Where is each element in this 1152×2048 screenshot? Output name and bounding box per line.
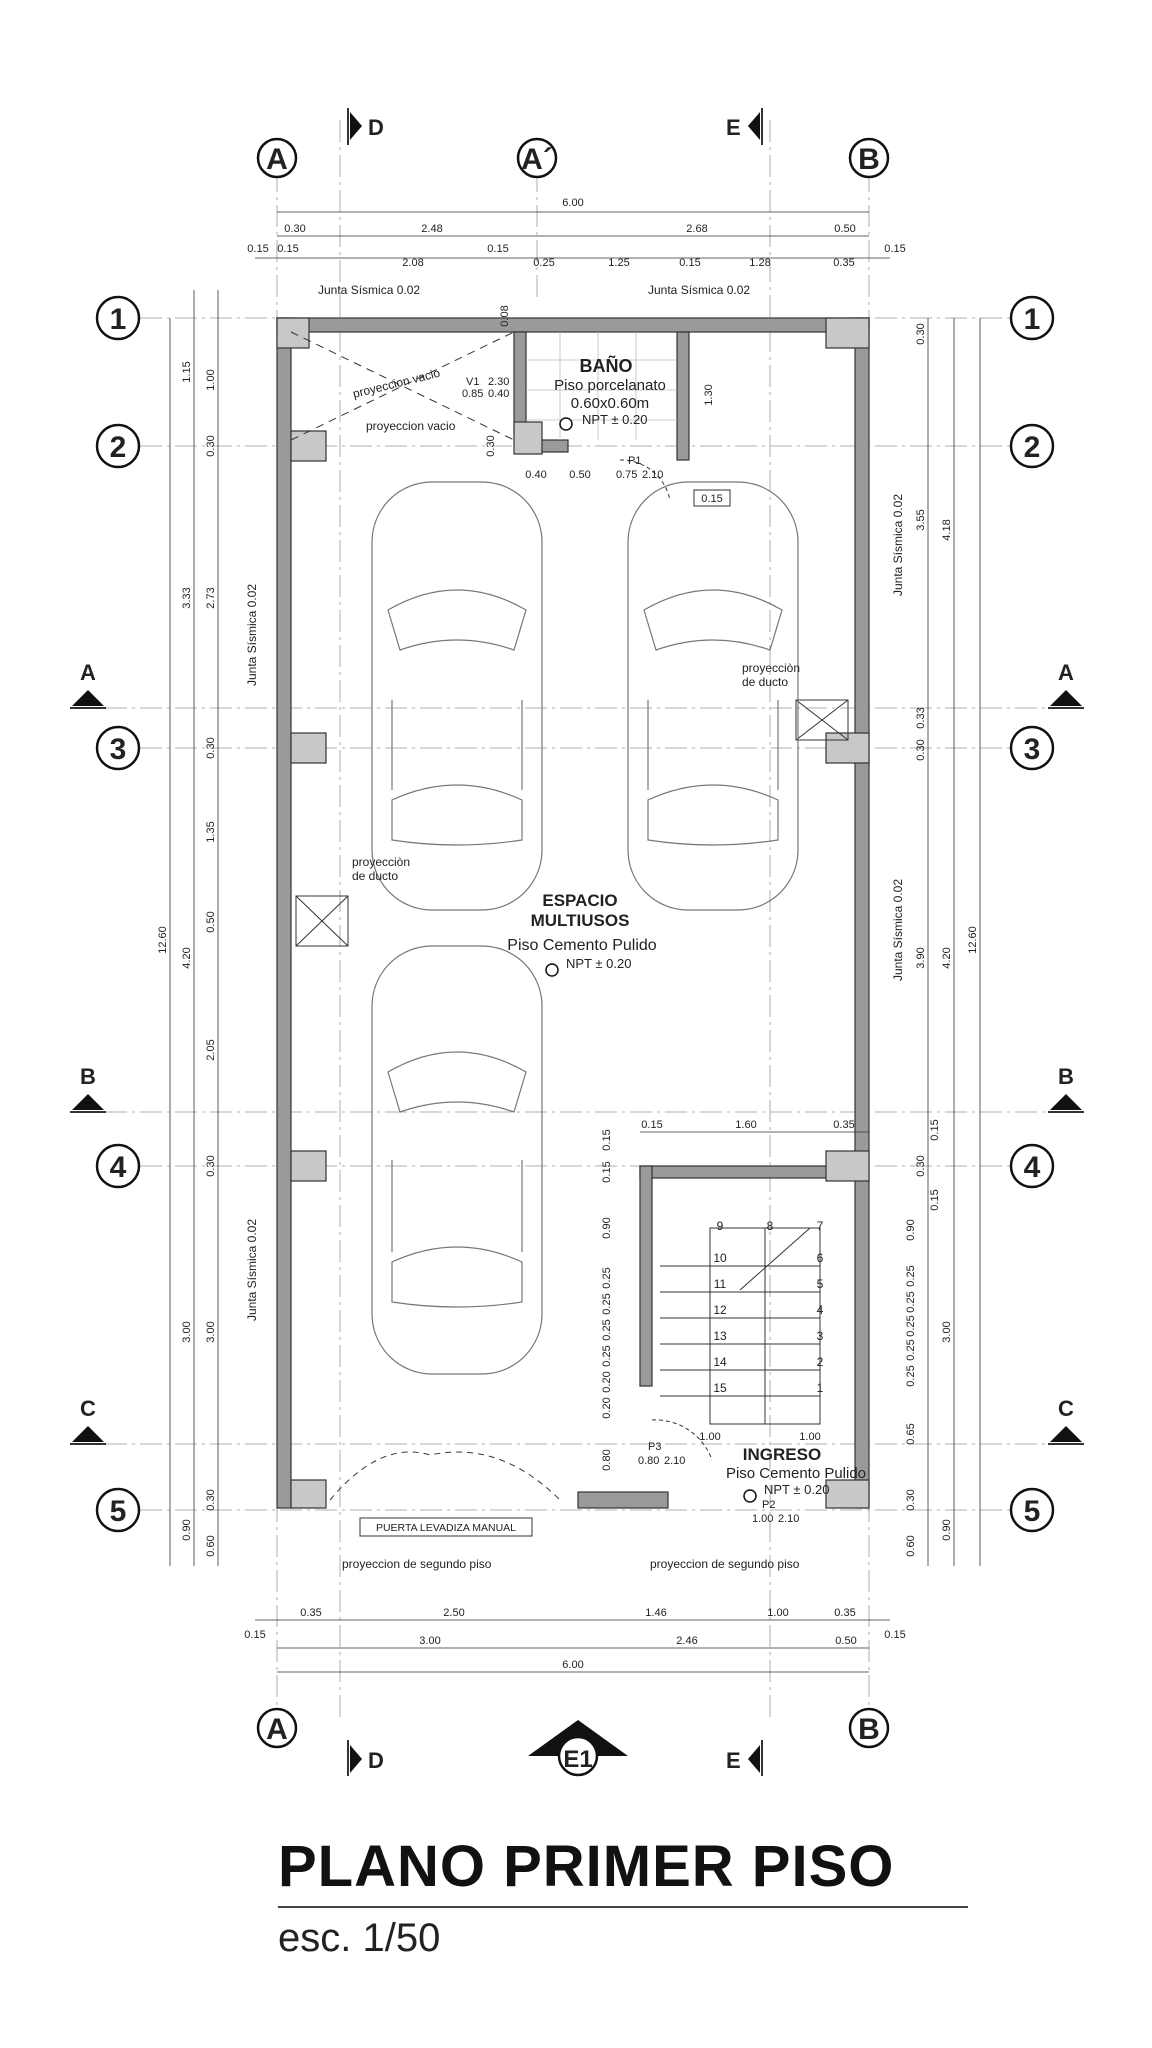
svg-text:A´: A´	[521, 143, 553, 176]
svg-text:3.00: 3.00	[419, 1635, 441, 1647]
door-tag-p2	[752, 1499, 799, 1525]
duct-projection-right	[796, 700, 848, 740]
dim-chain-bottom	[244, 1607, 905, 1672]
svg-text:B: B	[858, 143, 880, 176]
svg-text:proyeccion vacio: proyeccion vacio	[351, 365, 442, 401]
svg-text:B: B	[1058, 1064, 1074, 1089]
elevation-marker-e1	[528, 1720, 628, 1775]
svg-text:0.15: 0.15	[244, 1629, 266, 1641]
svg-text:1: 1	[109, 303, 127, 336]
title-underline	[278, 1906, 968, 1908]
svg-text:de ducto: de ducto	[352, 869, 399, 883]
svg-text:NPT ± 0.20: NPT ± 0.20	[566, 956, 632, 971]
svg-text:1: 1	[816, 1381, 824, 1395]
axis-bubble-a-bottom	[258, 1709, 296, 1747]
svg-text:0.35: 0.35	[834, 1607, 856, 1619]
svg-text:0.15: 0.15	[929, 1189, 941, 1211]
svg-text:0.20: 0.20	[601, 1371, 613, 1393]
svg-text:1.28: 1.28	[749, 257, 771, 269]
svg-text:0.25: 0.25	[905, 1339, 917, 1361]
svg-text:0.15: 0.15	[641, 1119, 663, 1131]
dim-chain-top	[247, 197, 905, 269]
section-marker-d-bottom	[348, 1740, 384, 1776]
svg-text:0.60x0.60m: 0.60x0.60m	[570, 395, 650, 412]
svg-text:4: 4	[816, 1303, 824, 1317]
svg-text:0.25: 0.25	[533, 257, 555, 269]
junta-labels	[245, 283, 905, 1321]
drawing-title-block	[278, 1834, 968, 1961]
svg-text:Piso Cemento Pulido: Piso Cemento Pulido	[725, 1465, 867, 1482]
car-bottom-left	[372, 946, 542, 1374]
car-top-left	[372, 482, 542, 910]
svg-text:1.00: 1.00	[752, 1513, 774, 1525]
svg-text:PUERTA LEVADIZA MANUAL: PUERTA LEVADIZA MANUAL	[375, 1522, 517, 1534]
svg-text:1.25: 1.25	[608, 257, 630, 269]
svg-text:Junta Sísmica 0.02: Junta Sísmica 0.02	[891, 493, 905, 597]
svg-text:C: C	[1058, 1396, 1074, 1421]
svg-text:13: 13	[713, 1329, 727, 1343]
svg-text:B: B	[80, 1064, 96, 1089]
svg-text:0.33: 0.33	[915, 707, 927, 729]
svg-text:Junta Sísmica 0.02: Junta Sísmica 0.02	[318, 283, 421, 297]
svg-text:A: A	[80, 660, 96, 685]
svg-text:V1: V1	[466, 376, 480, 388]
svg-text:1.00: 1.00	[767, 1607, 789, 1619]
svg-text:3.90: 3.90	[915, 947, 927, 969]
svg-text:2: 2	[109, 431, 127, 464]
section-cut-c-left	[70, 1396, 106, 1444]
svg-text:5: 5	[109, 1495, 127, 1528]
svg-text:4.18: 4.18	[941, 519, 953, 541]
svg-text:A: A	[266, 1713, 288, 1746]
svg-text:de ducto: de ducto	[742, 675, 789, 689]
dim-chain-right	[905, 318, 980, 1566]
axis-bubble-4-right	[1011, 1145, 1053, 1187]
svg-text:2.08: 2.08	[402, 257, 424, 269]
svg-text:MULTIUSOS: MULTIUSOS	[530, 911, 630, 930]
axis-bubble-3-left	[97, 727, 139, 769]
svg-text:12.60: 12.60	[157, 926, 169, 954]
svg-text:12: 12	[713, 1303, 727, 1317]
svg-text:0.30: 0.30	[205, 737, 217, 759]
car-top-right	[628, 482, 801, 910]
svg-text:3.00: 3.00	[941, 1321, 953, 1343]
svg-text:2.73: 2.73	[205, 587, 217, 609]
svg-text:0.15: 0.15	[884, 243, 906, 255]
svg-text:2.10: 2.10	[664, 1455, 686, 1467]
svg-text:2.68: 2.68	[686, 223, 708, 235]
axis-bubble-2-left	[97, 425, 139, 467]
svg-text:2.05: 2.05	[205, 1039, 217, 1061]
svg-text:0.20: 0.20	[601, 1397, 613, 1419]
svg-text:0.30: 0.30	[905, 1489, 917, 1511]
stair-step-numbers	[713, 1219, 823, 1395]
svg-text:1.00: 1.00	[205, 369, 217, 391]
svg-text:0.25: 0.25	[601, 1319, 613, 1341]
svg-text:3.55: 3.55	[915, 509, 927, 531]
svg-text:proyeccion de segundo piso: proyeccion de segundo piso	[342, 1557, 492, 1571]
door-tag-p1	[616, 455, 663, 481]
svg-text:6.00: 6.00	[562, 197, 584, 209]
axis-bubble-b-bottom	[850, 1709, 888, 1747]
svg-text:2.10: 2.10	[778, 1513, 800, 1525]
svg-text:0.85: 0.85	[462, 388, 484, 400]
axis-bubble-a-top	[258, 139, 296, 177]
duct-projection-left	[296, 896, 348, 946]
svg-text:6.00: 6.00	[562, 1659, 584, 1671]
room-tag-multiusos	[507, 891, 657, 976]
axis-bubble-a-prime-top	[518, 139, 556, 177]
section-marker-d-top	[348, 108, 384, 145]
svg-text:P2: P2	[762, 1499, 776, 1511]
svg-text:3: 3	[816, 1329, 824, 1343]
svg-text:0.15: 0.15	[929, 1119, 941, 1141]
svg-text:E: E	[726, 1748, 741, 1773]
svg-text:5: 5	[1023, 1495, 1041, 1528]
svg-text:0.15: 0.15	[701, 493, 723, 505]
svg-text:3.33: 3.33	[181, 587, 193, 609]
svg-text:4.20: 4.20	[941, 947, 953, 969]
svg-text:Junta Sísmica 0.02: Junta Sísmica 0.02	[245, 583, 259, 687]
svg-text:0.25: 0.25	[601, 1293, 613, 1315]
svg-text:0.50: 0.50	[835, 1635, 857, 1647]
svg-text:0.30: 0.30	[915, 739, 927, 761]
svg-text:0.35: 0.35	[833, 257, 855, 269]
svg-text:P3: P3	[648, 1441, 662, 1453]
svg-text:E: E	[726, 115, 741, 140]
svg-text:5: 5	[816, 1277, 824, 1291]
svg-text:0.60: 0.60	[205, 1535, 217, 1557]
svg-text:P1: P1	[628, 455, 642, 467]
svg-text:2.46: 2.46	[676, 1635, 698, 1647]
svg-text:10: 10	[713, 1251, 727, 1265]
svg-text:Piso Cemento Pulido: Piso Cemento Pulido	[507, 937, 657, 954]
room-tag-bano	[554, 355, 666, 430]
svg-text:0.80: 0.80	[638, 1455, 660, 1467]
svg-text:Junta Sísmica 0.02: Junta Sísmica 0.02	[648, 283, 751, 297]
svg-text:proyecciòn: proyecciòn	[352, 855, 411, 869]
drawing-scale: esc. 1/50	[278, 1916, 441, 1960]
svg-text:12.60: 12.60	[967, 926, 979, 954]
svg-text:2.10: 2.10	[642, 469, 664, 481]
svg-text:14: 14	[713, 1355, 727, 1369]
svg-text:0.90: 0.90	[941, 1519, 953, 1541]
svg-text:A: A	[266, 143, 288, 176]
svg-text:0.30: 0.30	[485, 435, 497, 457]
svg-text:1.00: 1.00	[699, 1431, 721, 1443]
section-cut-a-left	[70, 660, 106, 708]
svg-text:3: 3	[1023, 733, 1041, 766]
staircase	[660, 1228, 820, 1424]
svg-text:Junta Sísmica 0.02: Junta Sísmica 0.02	[891, 878, 905, 982]
svg-text:0.30: 0.30	[205, 435, 217, 457]
svg-text:BAÑO: BAÑO	[579, 356, 633, 376]
svg-text:9: 9	[716, 1219, 724, 1233]
section-cut-b-left	[70, 1064, 106, 1112]
svg-text:INGRESO: INGRESO	[742, 1445, 822, 1464]
svg-text:0.15: 0.15	[679, 257, 701, 269]
svg-text:0.65: 0.65	[905, 1423, 917, 1445]
section-marker-e-top	[726, 108, 762, 145]
section-cut-b-right	[1048, 1064, 1084, 1112]
svg-text:4.20: 4.20	[181, 947, 193, 969]
svg-text:0.60: 0.60	[905, 1535, 917, 1557]
svg-text:0.25: 0.25	[905, 1265, 917, 1287]
dim-chain-left	[157, 290, 218, 1566]
svg-text:2.30: 2.30	[488, 376, 510, 388]
svg-text:0.90: 0.90	[905, 1219, 917, 1241]
svg-text:11: 11	[713, 1277, 727, 1291]
axis-bubble-4-left	[97, 1145, 139, 1187]
svg-text:4: 4	[1023, 1151, 1041, 1184]
svg-text:15: 15	[713, 1381, 727, 1395]
svg-text:2.50: 2.50	[443, 1607, 465, 1619]
svg-text:proyeccion vacio: proyeccion vacio	[366, 419, 456, 433]
svg-text:0.30: 0.30	[205, 1489, 217, 1511]
door-swings	[330, 460, 712, 1500]
svg-text:0.15: 0.15	[247, 243, 269, 255]
axis-bubble-1-left	[97, 297, 139, 339]
svg-text:8: 8	[766, 1219, 774, 1233]
svg-text:7: 7	[816, 1219, 824, 1233]
axis-bubble-5-left	[97, 1489, 139, 1531]
svg-text:1.35: 1.35	[205, 821, 217, 843]
svg-text:0.90: 0.90	[181, 1519, 193, 1541]
svg-text:2: 2	[1023, 431, 1041, 464]
axis-bubble-3-right	[1011, 727, 1053, 769]
axis-bubble-2-right	[1011, 425, 1053, 467]
drawing-title: PLANO PRIMER PISO	[278, 1834, 895, 1899]
svg-text:1.46: 1.46	[645, 1607, 667, 1619]
svg-text:0.50: 0.50	[205, 911, 217, 933]
svg-text:1.00: 1.00	[799, 1431, 821, 1443]
svg-text:0.08: 0.08	[499, 305, 511, 327]
svg-text:Piso porcelanato: Piso porcelanato	[554, 377, 666, 394]
svg-text:0.40: 0.40	[525, 469, 547, 481]
svg-text:1.60: 1.60	[735, 1119, 757, 1131]
svg-text:0.90: 0.90	[601, 1217, 613, 1239]
svg-text:0.30: 0.30	[915, 1155, 927, 1177]
svg-text:NPT ± 0.20: NPT ± 0.20	[582, 412, 648, 427]
svg-text:D: D	[368, 115, 384, 140]
svg-text:0.50: 0.50	[834, 223, 856, 235]
svg-text:2.48: 2.48	[421, 223, 443, 235]
svg-text:3: 3	[109, 733, 127, 766]
svg-text:proyeccion de segundo piso: proyeccion de segundo piso	[650, 1557, 800, 1571]
svg-text:0.40: 0.40	[488, 388, 510, 400]
svg-text:0.25: 0.25	[601, 1267, 613, 1289]
svg-text:0.35: 0.35	[300, 1607, 322, 1619]
axis-bubble-1-right	[1011, 297, 1053, 339]
svg-text:1: 1	[1023, 303, 1041, 336]
svg-text:1.30: 1.30	[703, 384, 715, 406]
svg-text:6: 6	[816, 1251, 824, 1265]
svg-text:0.15: 0.15	[601, 1161, 613, 1183]
section-marker-e-bottom	[726, 1740, 762, 1776]
svg-text:2: 2	[816, 1355, 824, 1369]
svg-text:3.00: 3.00	[205, 1321, 217, 1343]
svg-text:D: D	[368, 1748, 384, 1773]
svg-text:0.30: 0.30	[284, 223, 306, 235]
garage-door-label	[360, 1518, 532, 1536]
svg-text:3.00: 3.00	[181, 1321, 193, 1343]
svg-text:A: A	[1058, 660, 1074, 685]
svg-text:0.25: 0.25	[905, 1291, 917, 1313]
svg-text:0.15: 0.15	[884, 1629, 906, 1641]
svg-text:E1: E1	[563, 1746, 593, 1773]
axis-bubble-5-right	[1011, 1489, 1053, 1531]
svg-text:B: B	[858, 1713, 880, 1746]
section-cut-a-right	[1048, 660, 1084, 708]
svg-text:0.50: 0.50	[569, 469, 591, 481]
svg-text:0.30: 0.30	[205, 1155, 217, 1177]
svg-text:ESPACIO: ESPACIO	[542, 891, 618, 910]
svg-text:0.15: 0.15	[277, 243, 299, 255]
svg-text:proyecciòn: proyecciòn	[742, 661, 801, 675]
door-tag-p3	[638, 1441, 685, 1467]
svg-text:0.75: 0.75	[616, 469, 638, 481]
svg-text:Junta Sísmica 0.02: Junta Sísmica 0.02	[245, 1218, 259, 1322]
section-cut-c-right	[1048, 1396, 1084, 1444]
svg-text:C: C	[80, 1396, 96, 1421]
svg-text:0.35: 0.35	[833, 1119, 855, 1131]
svg-text:0.25: 0.25	[601, 1345, 613, 1367]
svg-text:0.25: 0.25	[905, 1315, 917, 1337]
svg-text:4: 4	[109, 1151, 127, 1184]
svg-text:1.15: 1.15	[181, 361, 193, 383]
svg-text:NPT ± 0.20: NPT ± 0.20	[764, 1482, 830, 1497]
svg-text:0.80: 0.80	[601, 1449, 613, 1471]
svg-text:0.15: 0.15	[601, 1129, 613, 1151]
svg-text:0.30: 0.30	[915, 323, 927, 345]
svg-text:0.15: 0.15	[487, 243, 509, 255]
axis-bubble-b-top	[850, 139, 888, 177]
svg-text:0.25: 0.25	[905, 1365, 917, 1387]
